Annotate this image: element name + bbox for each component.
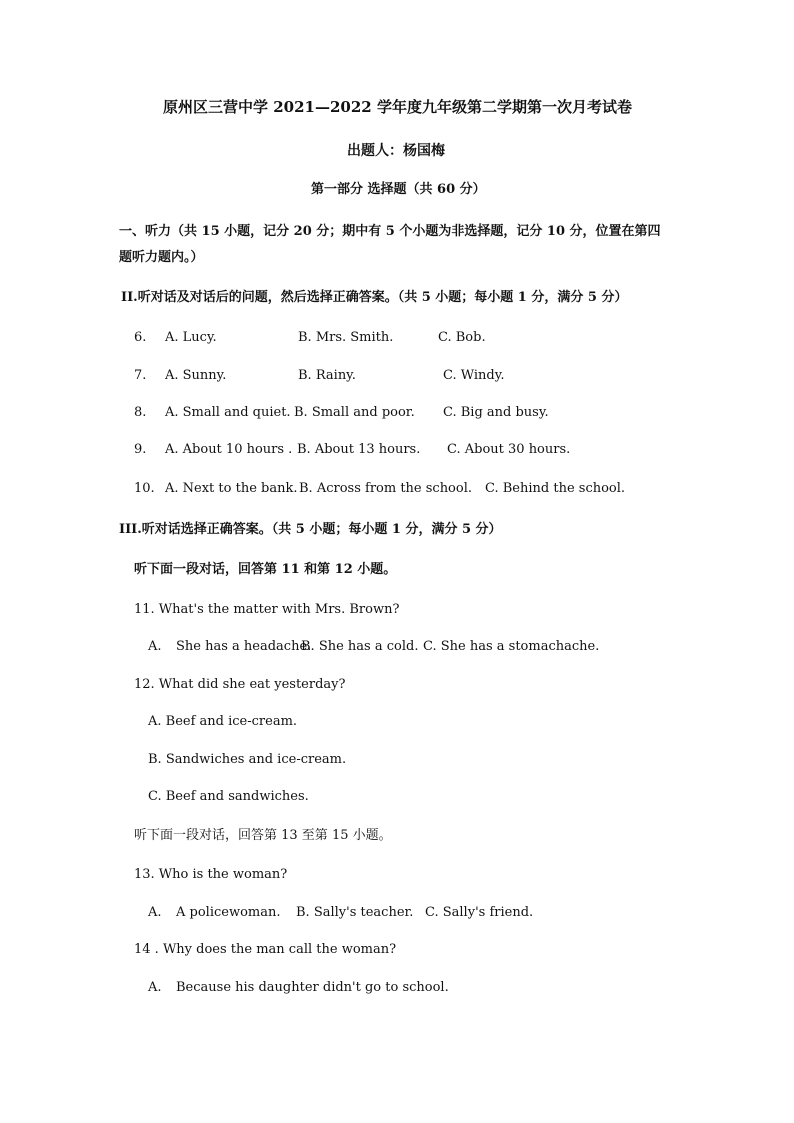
dialogue-one-intro: 听下面一段对话，回答第 11 和第 12 小题。: [134, 562, 397, 577]
author-line: 出题人：杨国梅: [347, 143, 445, 159]
question-12-option-a: A. Beef and ice-cream.: [148, 714, 298, 729]
option-c: C. She has a stomachache.: [423, 639, 600, 654]
question-number: 7.: [134, 368, 147, 383]
option-b: B. Sally's teacher.: [296, 905, 414, 920]
section-one-line1: 一、听力（共 15 小题，记分 20 分；期中有 5 个小题为非选择题，记分 10 分，位置在第四: [119, 224, 661, 239]
option-c: C. Windy.: [443, 368, 505, 383]
option-c: C. Bob.: [438, 330, 486, 345]
section-two-heading: II.听对话及对话后的问题，然后选择正确答案。（共 5 小题；每小题 1 分，满分 5 分）: [121, 290, 628, 305]
question-13: 13. Who is the woman?: [134, 867, 288, 882]
question-number: 6.: [134, 330, 147, 345]
exam-title: 原州区三营中学 2021—2022 学年度九年级第二学期第一次月考试卷: [163, 98, 632, 116]
part-one-heading: 第一部分 选择题（共 60 分）: [311, 182, 486, 197]
option-b: B. Rainy.: [298, 368, 356, 383]
question-number: 10.: [134, 481, 155, 496]
option-a: A. Small and quiet.: [165, 405, 291, 420]
option-b: B. Across from the school.: [299, 481, 473, 496]
section-three-heading: III.听对话选择正确答案。（共 5 小题；每小题 1 分，满分 5 分）: [119, 522, 502, 537]
option-a: Because his daughter didn't go to school.: [176, 980, 449, 995]
option-a: A. Sunny.: [165, 368, 227, 383]
question-12-option-b: B. Sandwiches and ice-cream.: [148, 752, 347, 767]
option-a-label: A.: [148, 980, 162, 995]
option-a: A. Next to the bank.: [165, 481, 298, 496]
option-a: A. About 10 hours .: [165, 442, 293, 457]
option-a: A policewoman.: [176, 905, 281, 920]
question-12: 12. What did she eat yesterday?: [134, 677, 346, 692]
option-a-label: A.: [148, 905, 162, 920]
option-b: B. She has a cold.: [301, 639, 419, 654]
option-b: B. About 13 hours.: [297, 442, 421, 457]
option-a: She has a headache.: [176, 639, 312, 654]
question-number: 8.: [134, 405, 147, 420]
option-a: A. Lucy.: [165, 330, 217, 345]
option-c: C. Sally's friend.: [425, 905, 534, 920]
question-14: 14 . Why does the man call the woman?: [134, 942, 397, 957]
option-c: C. Big and busy.: [443, 405, 549, 420]
option-b: B. Mrs. Smith.: [298, 330, 394, 345]
section-one-line2: 题听力题内。）: [119, 250, 204, 265]
question-number: 9.: [134, 442, 147, 457]
question-12-option-c: C. Beef and sandwiches.: [148, 789, 309, 804]
option-c: C. About 30 hours.: [447, 442, 571, 457]
option-b: B. Small and poor.: [294, 405, 415, 420]
option-a-label: A.: [148, 639, 162, 654]
dialogue-two-intro: 听下面一段对话，回答第 13 至第 15 小题。: [134, 828, 392, 843]
option-c: C. Behind the school.: [485, 481, 626, 496]
question-11: 11. What's the matter with Mrs. Brown?: [134, 602, 400, 617]
